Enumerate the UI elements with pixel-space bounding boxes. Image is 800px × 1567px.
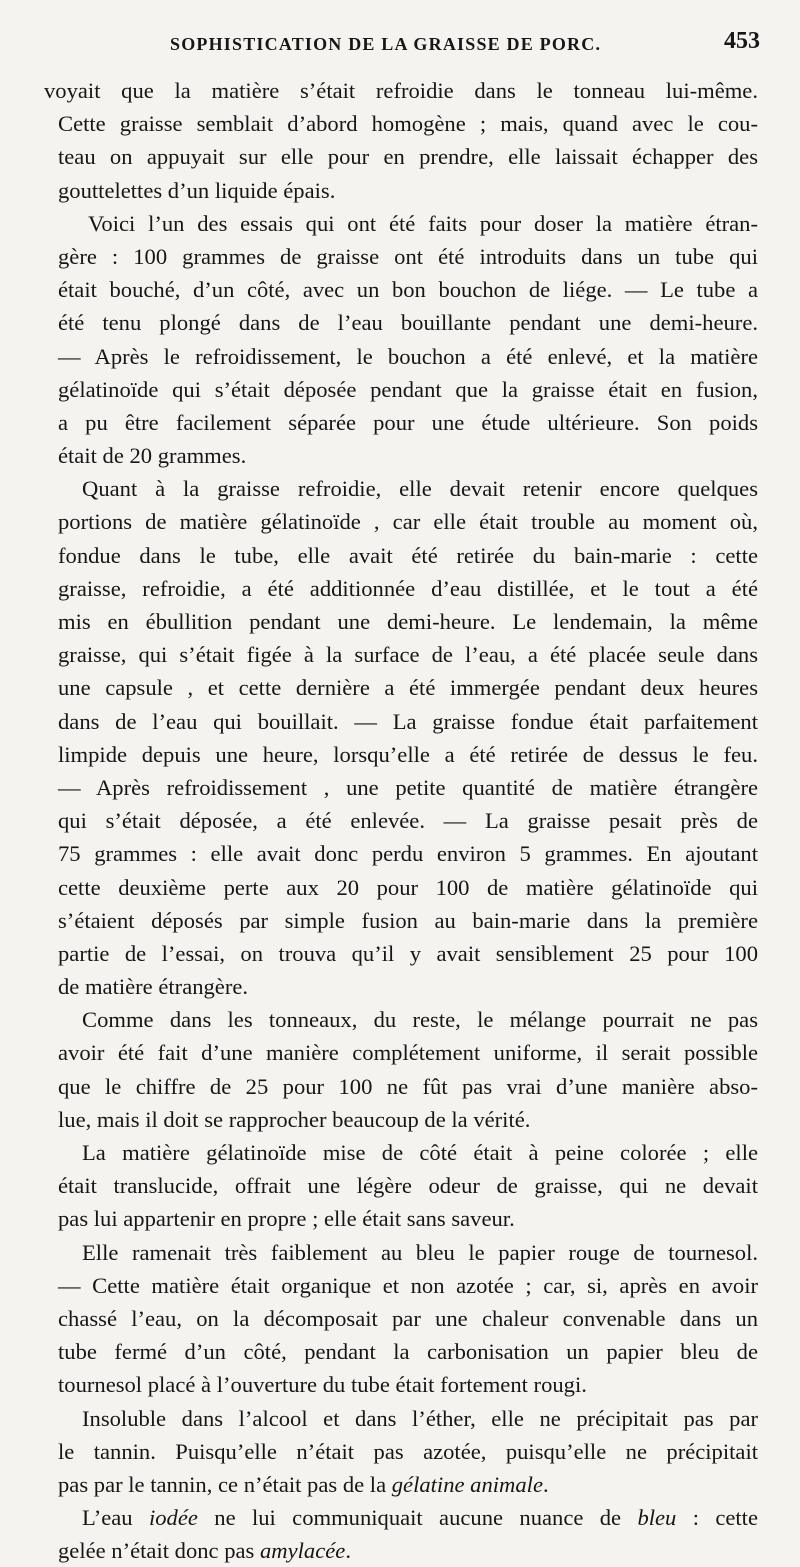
- text-line: La matière gélatinoïde mise de côté était à peine colorée ; elle: [82, 1140, 758, 1165]
- text-line: qui s’était déposée, a été enlevée. — La graisse pesait près de: [58, 808, 758, 834]
- text-line: 75 grammes : elle avait donc perdu environ 5 grammes. En ajoutant: [58, 841, 758, 867]
- running-header: [0, 28, 800, 62]
- text-line: gère : 100 grammes de graisse ont été introduits dans un tube qui: [58, 243, 758, 269]
- text-line: Elle ramenait très faiblement au bleu le papier rouge de tournesol.: [82, 1239, 758, 1265]
- text-line: pas lui appartenir en propre ; elle était sans saveur.: [58, 1206, 515, 1232]
- text-line: avoir été fait d’une manière complétement uniforme, il serait possible: [58, 1040, 758, 1066]
- text-line: cette deuxième perte aux 20 pour 100 de matière gélatinoïde qui: [58, 874, 758, 900]
- text-line: teau on appuyait sur elle pour en prendre, elle laissait échapper des: [58, 144, 758, 170]
- text-line: — Après refroidissement , une petite quantité de matière étrangère: [58, 774, 758, 800]
- text-line: Quant à la graisse refroidie, elle devait retenir encore quelques: [82, 476, 758, 502]
- text-line: le tannin. Puisqu’elle n’était pas azotée, puisqu’elle ne précipitait: [58, 1438, 758, 1464]
- text-line: gelée n’était donc pas amylacée.: [58, 1538, 351, 1564]
- text-line: que le chiffre de 25 pour 100 ne fût pas vrai d’une manière abso-: [58, 1073, 758, 1099]
- text-line: pas par le tannin, ce n’était pas de la gélatine animale.: [58, 1471, 549, 1497]
- text-line: Cette graisse semblait d’abord homogène ; mais, quand avec le cou-: [58, 111, 758, 137]
- page-number: 453: [724, 28, 760, 54]
- text-line: Insoluble dans l’alcool et dans l’éther, elle ne précipitait pas par: [82, 1405, 758, 1431]
- text-line: L’eau iodée ne lui communiquait aucune nuance de bleu : cette: [82, 1505, 758, 1531]
- text-line: dans de l’eau qui bouillait. — La graisse fondue était parfaitement: [58, 708, 758, 734]
- text-line: voyait que la matière s’était refroidie dans le tonneau lui-même.: [44, 78, 758, 103]
- text-line: de matière étrangère.: [58, 974, 249, 1000]
- text-line: gélatinoïde qui s’était déposée pendant que la graisse était en fusion,: [58, 376, 758, 402]
- text-line: été tenu plongé dans de l’eau bouillante pendant une demi-heure.: [58, 310, 758, 336]
- running-title: SOPHISTICATION DE LA GRAISSE DE PORC.: [170, 34, 602, 54]
- text-line: tube fermé d’un côté, pendant la carbonisation un papier bleu de: [58, 1339, 758, 1365]
- text-line: était de 20 grammes.: [58, 443, 247, 469]
- text-line: limpide depuis une heure, lorsqu’elle a été retirée de dessus le feu.: [58, 741, 758, 767]
- text-line: — Cette matière était organique et non azotée ; car, si, après en avoir: [58, 1272, 758, 1298]
- text-line: était translucide, offrait une légère odeur de graisse, qui ne devait: [58, 1173, 758, 1199]
- text-line: tournesol placé à l’ouverture du tube était fortement rougi.: [58, 1372, 587, 1398]
- text-line: était bouché, d’un côté, avec un bon bouchon de liége. — Le tube a: [58, 277, 758, 303]
- body-text: [44, 74, 758, 1567]
- text-line: Comme dans les tonneaux, du reste, le mélange pourrait ne pas: [82, 1007, 758, 1033]
- text-line: partie de l’essai, on trouva qu’il y avait sensiblement 25 pour 100: [58, 940, 758, 966]
- text-line: graisse, qui s’était figée à la surface de l’eau, a été placée seule dans: [58, 642, 758, 668]
- text-line: lue, mais il doit se rapprocher beaucoup de la vérité.: [58, 1106, 531, 1132]
- text-line: a pu être facilement séparée pour une étude ultérieure. Son poids: [58, 409, 758, 435]
- text-line: — Après le refroidissement, le bouchon a été enlevé, et la matière: [58, 343, 758, 369]
- text-line: gouttelettes d’un liquide épais.: [58, 177, 336, 203]
- text-line: s’étaient déposés par simple fusion au bain-marie dans la première: [58, 907, 758, 933]
- text-line: une capsule , et cette dernière a été immergée pendant deux heures: [58, 675, 758, 701]
- text-line: Voici l’un des essais qui ont été faits pour doser la matière étran-: [88, 210, 758, 236]
- text-line: fondue dans le tube, elle avait été retirée du bain-marie : cette: [58, 542, 758, 568]
- text-line: graisse, refroidie, a été additionnée d’eau distillée, et le tout a été: [58, 575, 758, 601]
- text-line: chassé l’eau, on la décomposait par une chaleur convenable dans un: [58, 1305, 758, 1331]
- text-line: portions de matière gélatinoïde , car elle était trouble au moment où,: [58, 509, 758, 535]
- text-line: mis en ébullition pendant une demi-heure. Le lendemain, la même: [58, 609, 758, 634]
